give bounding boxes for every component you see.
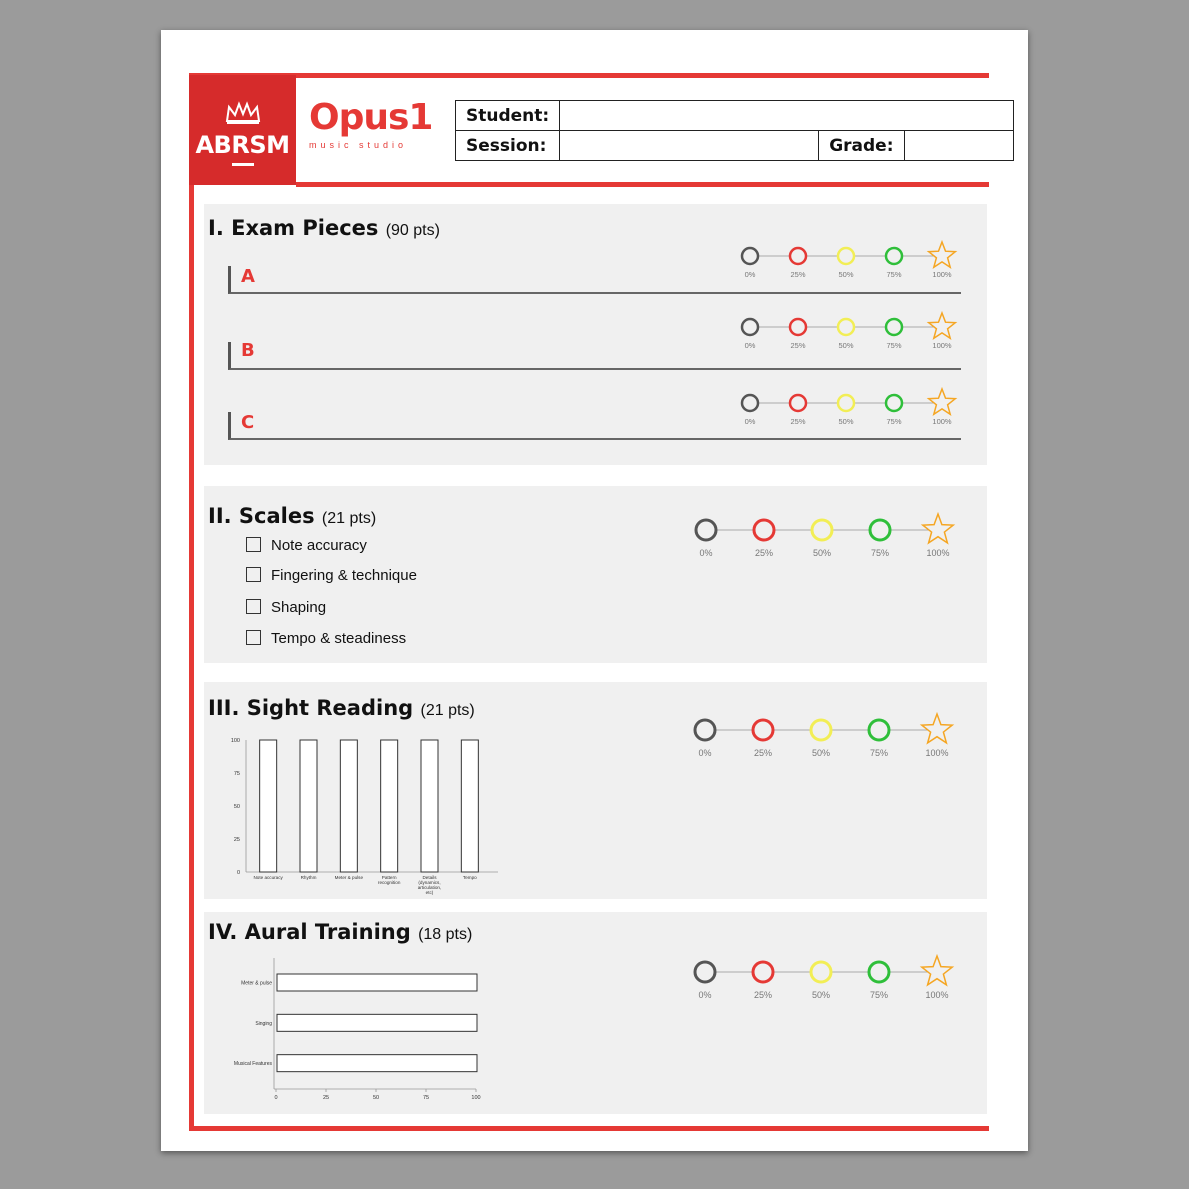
rating-option-circle[interactable] bbox=[811, 962, 831, 982]
rating-option-circle[interactable] bbox=[742, 395, 758, 411]
bar[interactable] bbox=[277, 1014, 477, 1031]
rating-scale-scales bbox=[688, 516, 956, 564]
opus1-tagline: music studio bbox=[309, 140, 408, 150]
exam-pieces-panel bbox=[204, 204, 987, 465]
rating-option-label: 75% bbox=[886, 270, 902, 279]
rating-option-label: 50% bbox=[838, 270, 854, 279]
rating-scale-aural-training bbox=[687, 958, 955, 1006]
opus1-logo bbox=[309, 97, 433, 150]
y-tick-label: Meter & pulse bbox=[241, 980, 272, 987]
rating-scale-svg bbox=[732, 244, 960, 284]
rating-scale-svg bbox=[732, 391, 960, 431]
piece-label: B bbox=[241, 340, 255, 361]
rating-option-label: 50% bbox=[811, 990, 831, 1000]
bar[interactable] bbox=[300, 740, 317, 872]
rating-option-label: 50% bbox=[838, 417, 854, 426]
rating-option-circle[interactable] bbox=[886, 248, 902, 264]
rating-option-label: 100% bbox=[932, 341, 952, 350]
x-tick-label: Note accuracy bbox=[253, 875, 283, 880]
rating-option-label: 100% bbox=[925, 990, 949, 1000]
rating-option-label: 100% bbox=[932, 417, 952, 426]
y-tick-label: Musical Features bbox=[233, 1061, 272, 1068]
rating-option-circle[interactable] bbox=[838, 319, 854, 335]
checklist-item[interactable]: Shaping bbox=[246, 599, 326, 616]
rating-option-circle[interactable] bbox=[742, 248, 758, 264]
rating-option-label: 0% bbox=[699, 548, 713, 558]
rating-option-circle[interactable] bbox=[790, 248, 806, 264]
rating-option-circle[interactable] bbox=[812, 520, 832, 540]
star-icon[interactable] bbox=[929, 389, 956, 414]
star-icon[interactable] bbox=[929, 242, 956, 267]
abrsm-logo bbox=[189, 75, 296, 185]
star-icon[interactable] bbox=[923, 514, 953, 543]
y-tick-label: 75 bbox=[233, 771, 240, 777]
rating-option-label: 75% bbox=[869, 748, 889, 758]
bar[interactable] bbox=[461, 740, 478, 872]
scales-panel bbox=[204, 486, 987, 663]
x-tick-label: 100 bbox=[471, 1095, 481, 1101]
star-icon[interactable] bbox=[922, 714, 952, 743]
rating-option-circle[interactable] bbox=[838, 395, 854, 411]
rating-option-circle[interactable] bbox=[742, 319, 758, 335]
rating-scale-piece-a bbox=[732, 244, 960, 284]
y-tick-label: Singing bbox=[255, 1020, 272, 1027]
rating-scale-sight-reading bbox=[687, 716, 955, 764]
x-tick-label: Rhythm bbox=[300, 875, 317, 880]
rating-scale-svg bbox=[687, 958, 955, 1006]
rating-option-label: 25% bbox=[753, 748, 773, 758]
star-icon[interactable] bbox=[929, 313, 956, 338]
y-tick-label: 50 bbox=[233, 804, 240, 810]
rating-option-label: 100% bbox=[932, 270, 952, 279]
grade-label: Grade: bbox=[819, 131, 904, 161]
rating-option-label: 75% bbox=[870, 548, 890, 558]
piece-label: A bbox=[241, 266, 255, 287]
bar[interactable] bbox=[421, 740, 438, 872]
x-tick-label: 50 bbox=[372, 1095, 380, 1101]
session-field[interactable] bbox=[560, 131, 819, 161]
exam-pieces-title: I. Exam Pieces (90 pts) bbox=[208, 216, 440, 240]
rating-option-label: 0% bbox=[744, 270, 756, 279]
rating-option-label: 25% bbox=[790, 417, 806, 426]
rating-scale-svg bbox=[732, 315, 960, 355]
rating-option-label: 25% bbox=[790, 270, 806, 279]
rating-option-label: 25% bbox=[753, 990, 773, 1000]
checklist-item[interactable]: Fingering & technique bbox=[246, 567, 417, 584]
star-icon[interactable] bbox=[922, 956, 952, 985]
aural-training-title: IV. Aural Training (18 pts) bbox=[208, 920, 473, 944]
aural-training-chart bbox=[222, 956, 484, 1106]
rating-option-label: 0% bbox=[698, 990, 712, 1000]
x-tick-label: 0 bbox=[274, 1095, 278, 1101]
opus1-wordmark: Opus1 bbox=[309, 97, 433, 138]
rating-option-label: 25% bbox=[790, 341, 806, 350]
rating-option-label: 50% bbox=[811, 748, 831, 758]
rating-option-circle[interactable] bbox=[790, 395, 806, 411]
grade-field[interactable] bbox=[904, 131, 1013, 161]
bar[interactable] bbox=[277, 974, 477, 991]
rating-option-circle[interactable] bbox=[886, 395, 902, 411]
rating-option-label: 50% bbox=[812, 548, 832, 558]
sight-reading-title: III. Sight Reading (21 pts) bbox=[208, 696, 475, 720]
y-tick-label: 100 bbox=[230, 738, 240, 744]
rating-option-circle[interactable] bbox=[696, 520, 716, 540]
x-tick-label: 25 bbox=[322, 1095, 330, 1101]
rating-option-label: 75% bbox=[886, 341, 902, 350]
rating-option-circle[interactable] bbox=[869, 720, 889, 740]
x-tick-label: Meter & pulse bbox=[334, 875, 364, 880]
rating-option-circle[interactable] bbox=[870, 520, 890, 540]
rating-scale-piece-b bbox=[732, 315, 960, 355]
rating-option-label: 0% bbox=[744, 341, 756, 350]
rating-option-circle[interactable] bbox=[753, 720, 773, 740]
sight-reading-chart bbox=[224, 732, 504, 897]
aural-training-panel bbox=[204, 912, 987, 1114]
rating-option-circle[interactable] bbox=[838, 248, 854, 264]
rating-option-circle[interactable] bbox=[695, 962, 715, 982]
abrsm-underline bbox=[232, 163, 254, 166]
student-info-table bbox=[455, 100, 1014, 161]
header-divider bbox=[296, 182, 989, 187]
rating-scale-svg bbox=[687, 716, 955, 764]
checkbox[interactable] bbox=[246, 537, 261, 552]
piece-label: C bbox=[241, 412, 255, 433]
checkbox[interactable] bbox=[246, 567, 261, 582]
x-tick-label: Tempo bbox=[462, 875, 477, 880]
rating-option-label: 100% bbox=[926, 548, 950, 558]
bar[interactable] bbox=[260, 740, 277, 872]
rating-option-circle[interactable] bbox=[811, 720, 831, 740]
checklist-item[interactable]: Note accuracy bbox=[246, 537, 367, 554]
x-tick-label: 75 bbox=[422, 1095, 430, 1101]
y-tick-label: 25 bbox=[233, 837, 240, 843]
rating-scale-piece-c bbox=[732, 391, 960, 431]
bar[interactable] bbox=[277, 1055, 477, 1072]
rating-option-circle[interactable] bbox=[695, 720, 715, 740]
x-tick-label: Pattern recognition bbox=[377, 875, 401, 885]
rating-option-label: 25% bbox=[754, 548, 774, 558]
student-field[interactable] bbox=[560, 101, 1013, 131]
rating-option-label: 0% bbox=[698, 748, 712, 758]
scales-title: II. Scales (21 pts) bbox=[208, 504, 377, 528]
rating-option-circle[interactable] bbox=[790, 319, 806, 335]
checkbox[interactable] bbox=[246, 630, 261, 645]
crown-icon bbox=[189, 99, 296, 129]
rating-option-label: 50% bbox=[838, 341, 854, 350]
checkbox[interactable] bbox=[246, 599, 261, 614]
rating-option-label: 0% bbox=[744, 417, 756, 426]
rating-scale-svg bbox=[688, 516, 956, 564]
rating-option-circle[interactable] bbox=[753, 962, 773, 982]
assessment-sheet bbox=[161, 30, 1028, 1151]
rating-option-label: 75% bbox=[886, 417, 902, 426]
session-label: Session: bbox=[456, 131, 560, 161]
rating-option-circle[interactable] bbox=[754, 520, 774, 540]
rating-option-circle[interactable] bbox=[886, 319, 902, 335]
abrsm-wordmark: ABRSM bbox=[195, 131, 290, 159]
rating-option-circle[interactable] bbox=[869, 962, 889, 982]
bar[interactable] bbox=[340, 740, 357, 872]
rating-option-label: 100% bbox=[925, 748, 949, 758]
checklist-item[interactable]: Tempo & steadiness bbox=[246, 630, 406, 647]
sight-reading-panel bbox=[204, 682, 987, 899]
y-tick-label: 0 bbox=[236, 870, 240, 876]
student-label: Student: bbox=[456, 101, 560, 131]
rating-option-label: 75% bbox=[869, 990, 889, 1000]
bar[interactable] bbox=[381, 740, 398, 872]
x-tick-label: Details (dynamics, articulation, etc) bbox=[417, 875, 442, 895]
